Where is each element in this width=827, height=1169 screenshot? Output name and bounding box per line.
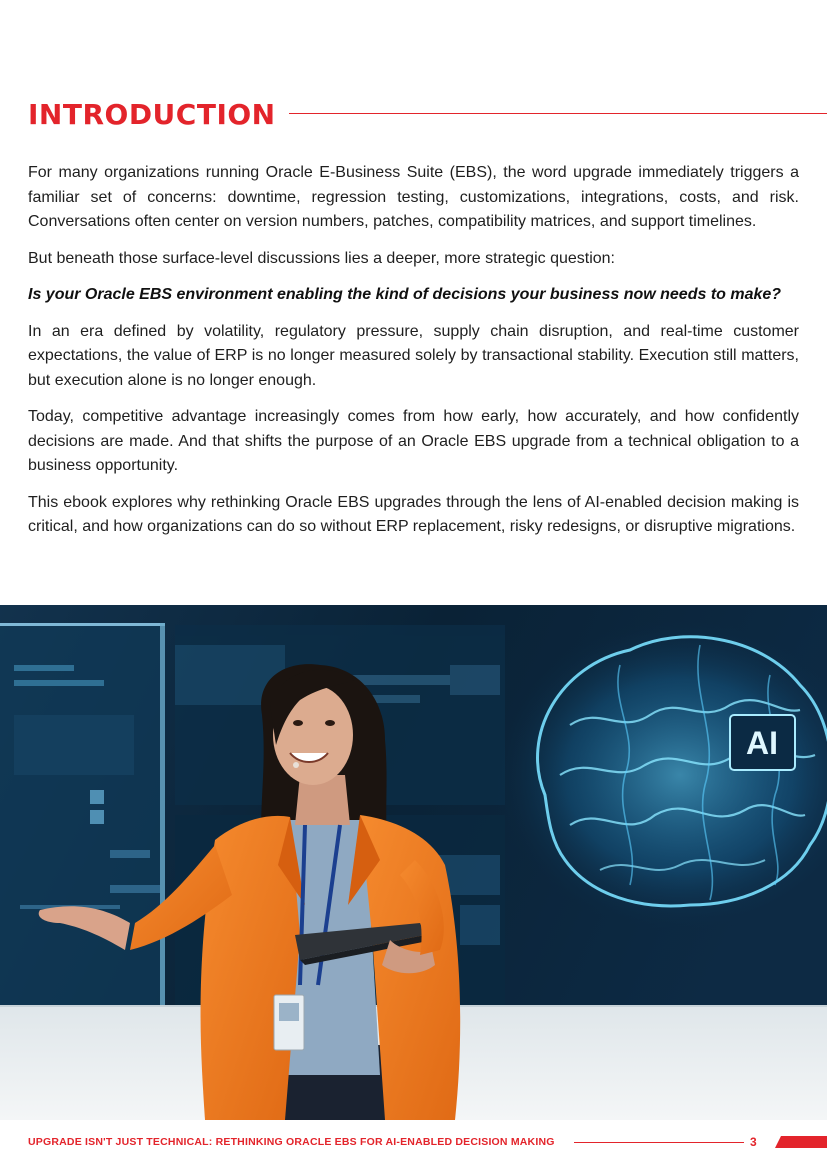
body-text bbox=[28, 161, 799, 552]
page-footer bbox=[0, 1133, 827, 1153]
left-screen-panel bbox=[0, 623, 165, 1023]
paragraph-1: For many organizations running Oracle E-Business Suite (EBS), the word upgrade immediately triggers a familiar set of concerns: downtime, regression testing, customizations, integrations, costs, and risk. Conversations often center on version numbers, patches, compatibility matrices, and support timelines. bbox=[28, 164, 799, 230]
paragraph-5: This ebook explores why rethinking Oracle EBS upgrades through the lens of AI-enabled decision making is critical, and how organizations can do so without ERP replacement, risky redesigns, or disruptive migrations. bbox=[28, 493, 799, 535]
ai-chip-label: AI bbox=[746, 725, 778, 761]
footer-divider bbox=[574, 1142, 744, 1143]
key-question: Is your Oracle EBS environment enabling the kind of decisions your business now needs to make? bbox=[28, 286, 782, 303]
hero-photo bbox=[0, 605, 827, 1120]
heading-divider bbox=[289, 113, 827, 114]
presenter-illustration bbox=[0, 605, 827, 1120]
page-number: 3 bbox=[750, 1135, 757, 1149]
page-tab-accent bbox=[775, 1136, 827, 1148]
section-heading-row bbox=[28, 98, 799, 132]
section-title: INTRODUCTION bbox=[28, 98, 276, 131]
paragraph-2: But beneath those surface-level discussions lies a deeper, more strategic question: bbox=[28, 249, 615, 267]
paragraph-4: Today, competitive advantage increasingly comes from how early, how accurately, and how confidently decisions are made. And that shifts the purpose of an Oracle EBS upgrade from a technical obligation to a business opportunity. bbox=[28, 408, 799, 474]
footer-title: UPGRADE ISN'T JUST TECHNICAL: RETHINKING ORACLE EBS FOR AI-ENABLED DECISION MAKING bbox=[28, 1136, 555, 1148]
paragraph-3: In an era defined by volatility, regulatory pressure, supply chain disruption, and real-time customer expectations, the value of ERP is no longer measured solely by transactional stability. Execution still matters, but execution alone is no longer enough. bbox=[28, 322, 799, 389]
